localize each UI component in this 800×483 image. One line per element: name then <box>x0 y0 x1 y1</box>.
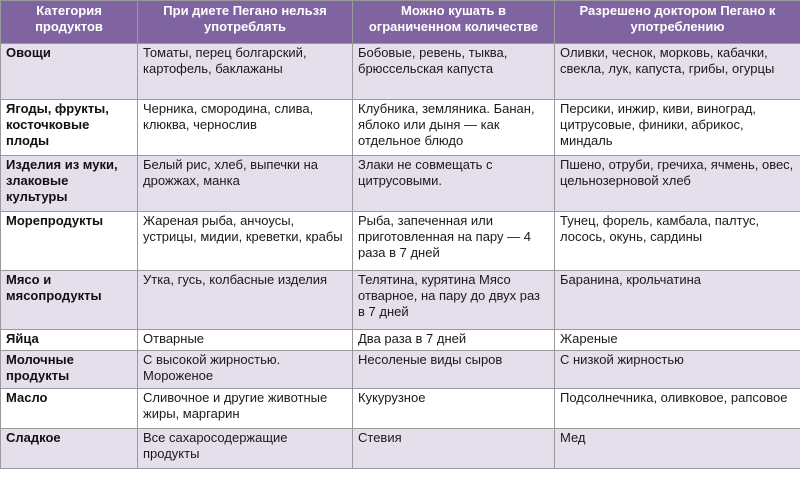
row-allowed: С низкой жирностью <box>555 351 800 389</box>
row-forbidden: Утка, гусь, колбасные изделия <box>138 271 353 330</box>
table-row <box>1 156 800 212</box>
row-allowed: Оливки, чеснок, морковь, кабачки, свекла, лук, капуста, грибы, огурцы <box>555 44 800 100</box>
row-allowed: Подсолнечника, оливковое, рапсовое <box>555 389 800 429</box>
row-category: Морепродукты <box>1 212 138 271</box>
row-limited: Клубника, земляника. Банан, яблоко или дыня — как отдельное блюдо <box>353 100 555 156</box>
row-forbidden: Сливочное и другие животные жиры, маргарин <box>138 389 353 429</box>
row-category: Яйца <box>1 330 138 351</box>
row-allowed: Тунец, форель, камбала, палтус, лосось, окунь, сардины <box>555 212 800 271</box>
header-limited: Можно кушать в ограниченном количестве <box>353 1 555 44</box>
row-category: Овощи <box>1 44 138 100</box>
row-forbidden: Томаты, перец болгарский, картофель, баклажаны <box>138 44 353 100</box>
table-row <box>1 351 800 389</box>
table-body <box>1 44 800 469</box>
table-row <box>1 100 800 156</box>
row-forbidden: С высокой жирностью. Мороженое <box>138 351 353 389</box>
row-category: Ягоды, фрукты, косточковые плоды <box>1 100 138 156</box>
table-row <box>1 389 800 429</box>
row-limited: Рыба, запеченная или приготовленная на пару — 4 раза в 7 дней <box>353 212 555 271</box>
table-row <box>1 330 800 351</box>
row-limited: Несоленые виды сыров <box>353 351 555 389</box>
row-allowed: Персики, инжир, киви, виноград, цитрусовые, финики, абрикос, миндаль <box>555 100 800 156</box>
table-row <box>1 212 800 271</box>
row-allowed: Жареные <box>555 330 800 351</box>
table-header <box>1 1 800 44</box>
row-allowed: Баранина, крольчатина <box>555 271 800 330</box>
row-category: Сладкое <box>1 429 138 469</box>
row-limited: Стевия <box>353 429 555 469</box>
row-limited: Кукурузное <box>353 389 555 429</box>
row-forbidden: Черника, смородина, слива, клюква, чернослив <box>138 100 353 156</box>
row-limited: Злаки не совмещать с цитрусовыми. <box>353 156 555 212</box>
row-forbidden: Белый рис, хлеб, выпечки на дрожжах, манка <box>138 156 353 212</box>
row-forbidden: Отварные <box>138 330 353 351</box>
row-category: Мясо и мясопродукты <box>1 271 138 330</box>
row-category: Масло <box>1 389 138 429</box>
row-allowed: Мед <box>555 429 800 469</box>
header-row <box>1 1 800 44</box>
row-limited: Два раза в 7 дней <box>353 330 555 351</box>
table-row <box>1 271 800 330</box>
row-category: Молочные продукты <box>1 351 138 389</box>
header-category: Категория продуктов <box>1 1 138 44</box>
row-forbidden: Жареная рыба, анчоусы, устрицы, мидии, креветки, крабы <box>138 212 353 271</box>
row-forbidden: Все сахаросодержащие продукты <box>138 429 353 469</box>
row-limited: Бобовые, ревень, тыква, брюссельская капуста <box>353 44 555 100</box>
header-forbidden: При диете Пегано нельзя употреблять <box>138 1 353 44</box>
header-allowed: Разрешено доктором Пегано к употреблению <box>555 1 800 44</box>
table-row <box>1 429 800 469</box>
row-allowed: Пшено, отруби, гречиха, ячмень, овес, цельнозерновой хлеб <box>555 156 800 212</box>
row-limited: Телятина, курятина Мясо отварное, на пару до двух раз в 7 дней <box>353 271 555 330</box>
table-row <box>1 44 800 100</box>
row-category: Изделия из муки, злаковые культуры <box>1 156 138 212</box>
